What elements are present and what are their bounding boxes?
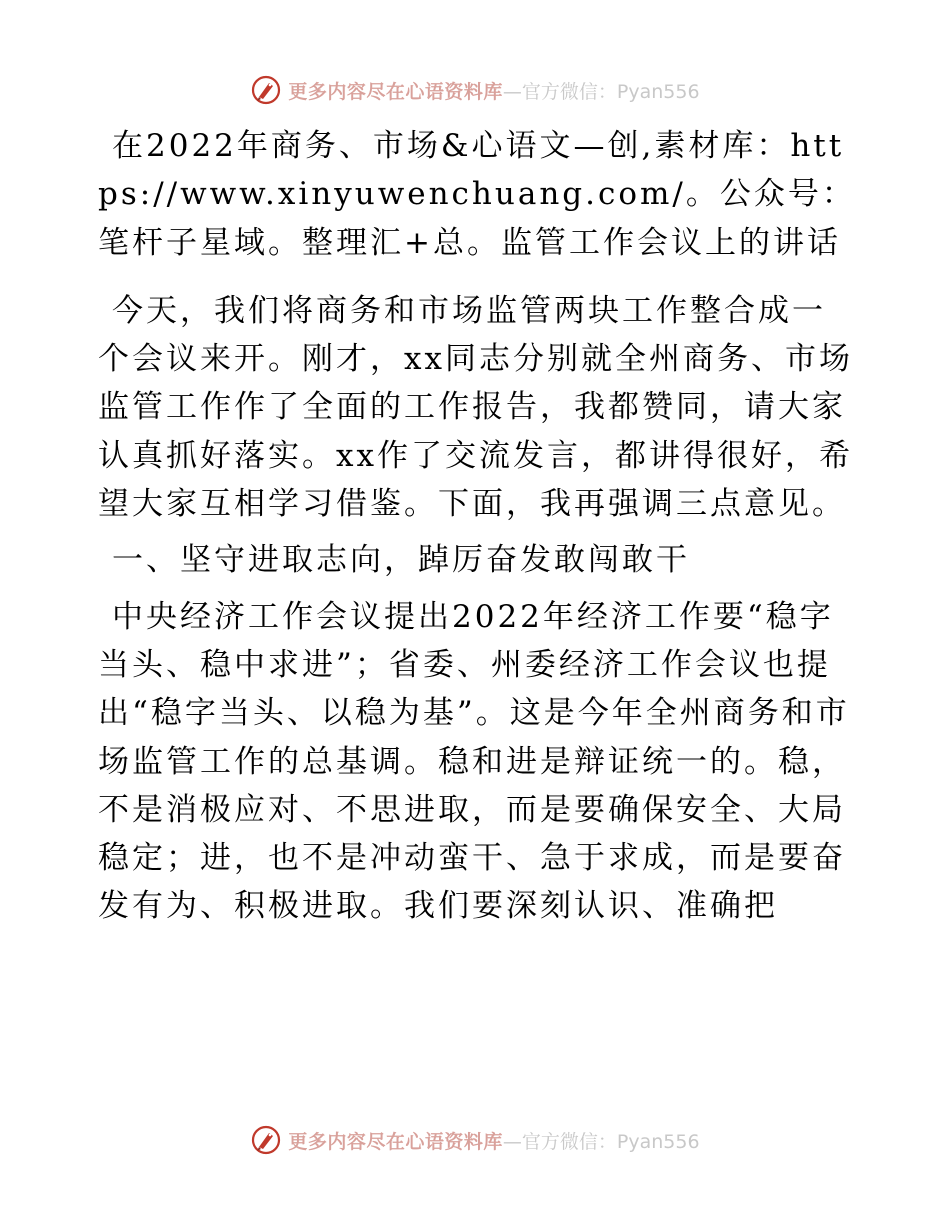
watermark-sub-text: —官方微信：Pyan556 [502, 1130, 700, 1153]
section-heading: 一、坚守进取志向，踔厉奋发敢闯敢干 [112, 542, 690, 579]
paragraph-intro: 今天，我们将商务和市场监管两块工作整合成一个会议来开。刚才，xx同志分别就全州商务、市场监管工作作了全面的工作报告，我都赞同，请大家认真抓好落实。xx作了交流发言，都讲得很好，希望大家互相学习借鉴。下面，我再强调三点意见。 [98, 292, 853, 523]
watermark-sub-text: —官方微信：Pyan556 [502, 80, 700, 103]
footer-watermark [0, 1120, 950, 1160]
watermark-main-text: 更多内容尽在心语资料库 [288, 1130, 503, 1153]
pen-nib-circle-icon [250, 74, 282, 106]
paragraph-title: 在2022年商务、市场&心语文—创,素材库：https://www.xinyuwenchuang.com/。公众号：笔杆子星域。整理汇+总。监管工作会议上的讲话 [98, 128, 856, 261]
header-watermark [0, 70, 950, 110]
pen-nib-circle-icon [250, 1124, 282, 1156]
paragraph-body: 中央经济工作会议提出2022年经济工作要“稳字当头、稳中求进”；省委、州委经济工作会议也提出“稳字当头、以稳为基”。这是今年全州商务和市场监管工作的总基调。稳和进是辩证统一的。稳，不是消极应对、不思进取，而是要确保安全、大局稳定；进，也不是冲动蛮干、急于求成，而是要奋发有为、积极进取。我们要深刻认识、准确把 [98, 598, 850, 925]
document-body [98, 122, 858, 931]
watermark-main-text: 更多内容尽在心语资料库 [288, 80, 503, 103]
